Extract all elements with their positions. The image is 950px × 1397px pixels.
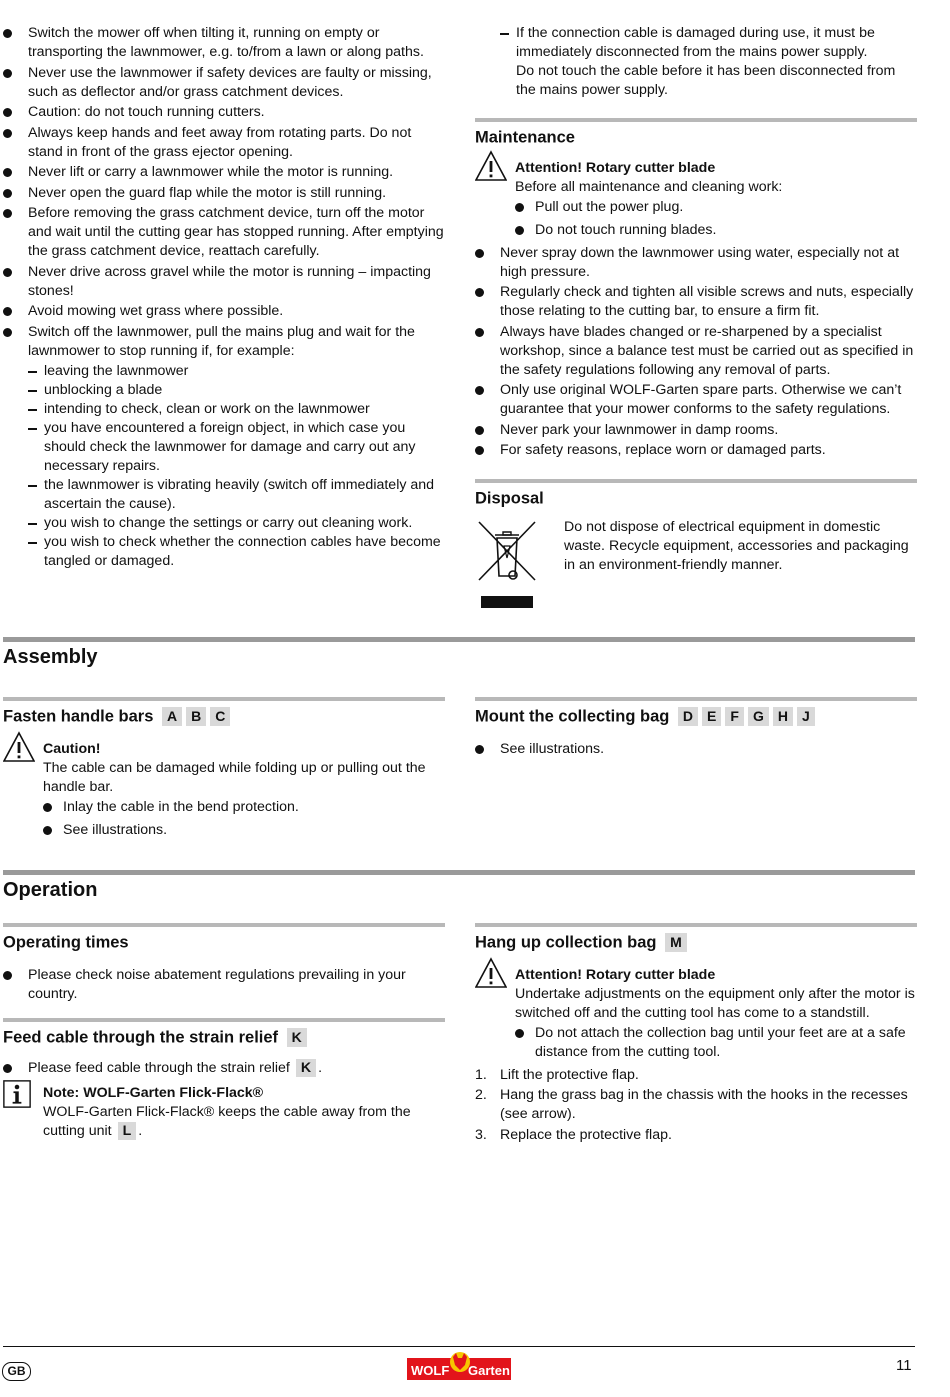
logo-text-wolf: WOLF	[411, 1363, 450, 1378]
list-item: Avoid mowing wet grass where possible.	[3, 302, 445, 321]
list-item: Switch off the lawnmower, pull the mains plug and wait for the lawnmower to stop running if, for example:	[3, 323, 445, 361]
wolf-garten-logo	[407, 1352, 511, 1382]
hang-bag-steps	[475, 1066, 917, 1145]
note-end: .	[138, 1122, 143, 1139]
figure-badge: E	[702, 707, 721, 726]
disposal-heading: Disposal	[475, 489, 544, 508]
dash-text: If the connection cable is damaged during use, it must be immediately disconnected from the mains power supply.	[516, 25, 875, 60]
step-number: 3.	[475, 1126, 487, 1143]
mount-bag-heading: Mount the collecting bag D E F G H J	[475, 705, 917, 728]
figure-badge: B	[186, 707, 206, 726]
disposal-text: Do not dispose of electrical equipment in domestic waste. Recycle equipment, accessories and packaging in an environment-friendly manner.	[564, 518, 909, 573]
figure-badge: A	[162, 707, 182, 726]
safety-left-column	[3, 24, 445, 571]
list-item: Never lift or carry a lawnmower while the motor is running.	[3, 163, 445, 182]
list-item	[3, 1059, 445, 1078]
list-item: unblocking a blade	[28, 381, 445, 400]
list-item: Never use the lawnmower if safety devices are faulty or missing, such as deflector and/or grass catchment devices.	[3, 64, 445, 102]
warning-title: Attention! Rotary cutter blade	[515, 159, 716, 176]
warning-bullets	[515, 198, 917, 240]
section-rule	[3, 697, 445, 701]
safety-dash-list	[28, 362, 445, 571]
caution-block	[3, 740, 445, 840]
list-item: you wish to change the settings or carry out cleaning work.	[28, 514, 445, 533]
list-item: Do not attach the collection bag until your feet are at a safe distance from the cutting tool.	[515, 1024, 917, 1062]
list-item: Switch the mower off when tilting it, running on empty or transporting the lawnmower, e.g. to/from a lawn or along paths.	[3, 24, 445, 62]
strain-relief-heading: Feed cable through the strain relief K	[3, 1026, 445, 1049]
language-badge: GB	[2, 1362, 31, 1381]
logo-text-garten: Garten	[468, 1363, 510, 1378]
warning-text: Undertake adjustments on the equipment only after the motor is switched off and the cutting tool has come to a standstill.	[515, 985, 915, 1021]
list-item: leaving the lawnmower	[28, 362, 445, 381]
footer-rule	[3, 1346, 915, 1347]
hang-bag-warning	[475, 966, 917, 1062]
list-item: Please check noise abatement regulations prevailing in your country.	[3, 966, 445, 1004]
figure-badge: F	[725, 707, 744, 726]
list-item: Inlay the cable in the bend protection.	[43, 798, 445, 817]
mount-bag-section	[475, 697, 917, 760]
disposal-rule	[475, 479, 917, 483]
operating-times-heading: Operating times	[3, 933, 129, 952]
operation-rule	[3, 870, 915, 875]
step-item	[475, 1066, 917, 1085]
cable-dash-list	[500, 24, 917, 100]
warning-icon	[475, 150, 507, 182]
maintenance-heading: Maintenance	[475, 128, 575, 147]
warning-title: Attention! Rotary cutter blade	[515, 966, 716, 983]
step-number: 2.	[475, 1087, 487, 1104]
figure-badge: H	[773, 707, 793, 726]
strain-relief-bullets	[3, 1059, 445, 1078]
list-item: Never drive across gravel while the motor is running – impacting stones!	[3, 263, 445, 301]
list-item	[500, 24, 917, 100]
step-item	[475, 1086, 917, 1124]
step-item	[475, 1126, 917, 1145]
step-text: Replace the protective flap.	[500, 1126, 672, 1143]
figure-badge: M	[665, 933, 687, 952]
warning-text: The cable can be damaged while folding up or pulling out the handle bar.	[43, 759, 426, 795]
figure-badge: L	[118, 1122, 137, 1140]
list-item: Always keep hands and feet away from rotating parts. Do not stand in front of the grass ejector opening.	[3, 124, 445, 162]
section-rule	[475, 923, 917, 927]
list-item: Only use original WOLF-Garten spare parts. Otherwise we can’t guarantee that your mower conforms to the safety regulations.	[475, 381, 917, 419]
step-number: 1.	[475, 1066, 487, 1083]
operating-times-bullets	[3, 966, 445, 1004]
list-item: Never spray down the lawnmower using water, especially not at high pressure.	[475, 244, 917, 282]
step-text: Hang the grass bag in the chassis with the hooks in the recesses (see arrow).	[500, 1087, 908, 1123]
warning-bullets	[43, 798, 445, 840]
assembly-rule	[3, 637, 915, 642]
info-icon	[3, 1080, 31, 1108]
figure-badge: G	[748, 707, 769, 726]
section-rule	[3, 1018, 445, 1022]
bullet-text: Please feed cable through the strain relief	[28, 1059, 290, 1076]
list-item: you wish to check whether the connection cables have become tangled or damaged.	[28, 533, 445, 571]
strain-relief-section	[3, 1018, 445, 1141]
step-text: Lift the protective flap.	[500, 1066, 639, 1083]
figure-badge: K	[296, 1059, 316, 1077]
fasten-handle-section	[3, 697, 445, 844]
hang-bag-section	[475, 923, 917, 1146]
figure-badge: C	[210, 707, 230, 726]
warning-text: Before all maintenance and cleaning work:	[515, 178, 783, 195]
warning-bullets	[515, 1024, 917, 1062]
warning-title: Caution!	[43, 740, 101, 757]
maintenance-bullets	[475, 244, 917, 461]
mount-bag-bullets	[475, 740, 917, 759]
maintenance-rule	[475, 118, 917, 122]
list-item: Before removing the grass catchment device, turn off the motor and wait until the cutting gear has stopped running. After emptying the grass catchment device, reattach carefully.	[3, 204, 445, 261]
bullet-end: .	[318, 1059, 323, 1076]
list-item: See illustrations.	[475, 740, 917, 759]
disposal-block	[475, 518, 917, 610]
note-block	[3, 1084, 445, 1141]
list-item: Regularly check and tighten all visible screws and nuts, especially those relating to the cutting bar, to ensure a firm fit.	[475, 283, 917, 321]
list-item: Pull out the power plug.	[515, 198, 917, 217]
list-item: the lawnmower is vibrating heavily (switch off immediately and ascertain the cause).	[28, 476, 445, 514]
warning-icon	[3, 731, 35, 763]
list-item: Never park your lawnmower in damp rooms.	[475, 421, 917, 440]
figure-badge: D	[678, 707, 698, 726]
fasten-handle-heading: Fasten handle bars A B C	[3, 705, 445, 728]
list-item: See illustrations.	[43, 821, 445, 840]
warning-icon	[475, 957, 507, 989]
list-item: you have encountered a foreign object, in which case you should check the lawnmower for damage and carry out any necessary repairs.	[28, 419, 445, 476]
section-rule	[475, 697, 917, 701]
safety-bullet-list	[3, 24, 445, 361]
note-text: WOLF-Garten Flick-Flack® keeps the cable away from the cutting unit	[43, 1103, 411, 1139]
page-number: 11	[896, 1357, 912, 1374]
list-item: For safety reasons, replace worn or damaged parts.	[475, 441, 917, 460]
section-rule	[3, 923, 445, 927]
dash-text-cont: Do not touch the cable before it has been disconnected from the mains power supply.	[516, 63, 896, 98]
list-item: intending to check, clean or work on the lawnmower	[28, 400, 445, 419]
list-item: Always have blades changed or re-sharpened by a specialist workshop, since a balance test must be carried out as specified in the safety regulations following any removal of parts.	[475, 323, 917, 380]
figure-badge: J	[797, 707, 815, 726]
list-item: Never open the guard flap while the motor is still running.	[3, 184, 445, 203]
note-title: Note: WOLF-Garten Flick-Flack®	[43, 1084, 264, 1101]
list-item: Caution: do not touch running cutters.	[3, 103, 445, 122]
operation-heading: Operation	[3, 879, 98, 901]
figure-badge: K	[287, 1028, 307, 1047]
crossed-bin-icon	[475, 518, 539, 610]
maintenance-warning	[475, 159, 917, 240]
operating-times-section	[3, 923, 445, 1005]
safety-right-column	[475, 24, 917, 610]
list-item: Do not touch running blades.	[515, 221, 917, 240]
hang-bag-heading: Hang up collection bag M	[475, 931, 917, 954]
assembly-heading: Assembly	[3, 646, 98, 668]
